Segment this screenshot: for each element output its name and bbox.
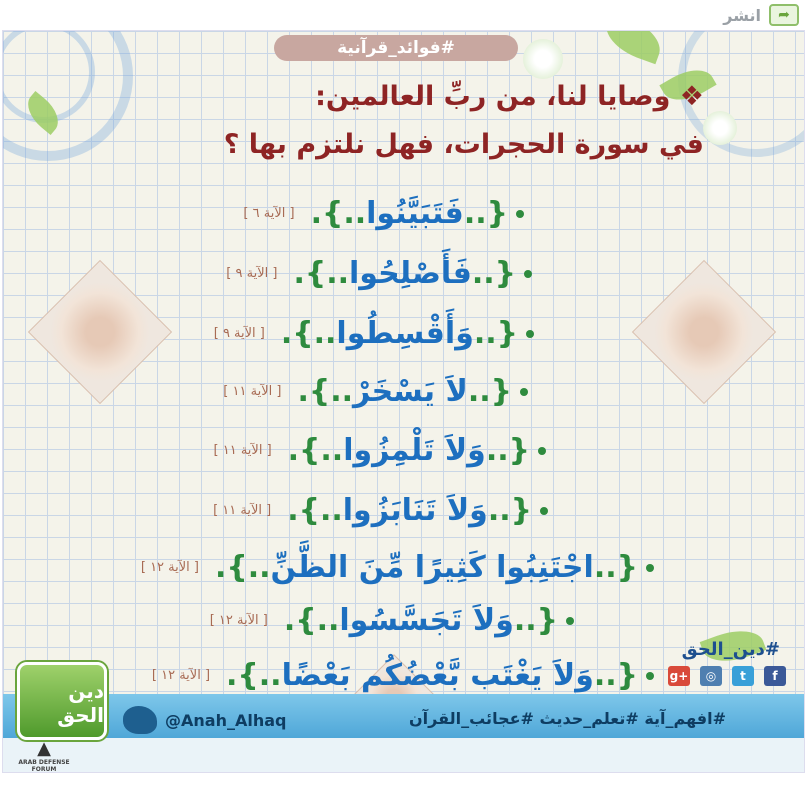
verse-reference: [ الآية ٩ ]	[226, 266, 278, 281]
verse-row	[243, 196, 524, 231]
verse-reference: [ الآية ١٢ ]	[140, 560, 199, 575]
verse-reference: [ الآية ٦ ]	[243, 206, 295, 221]
close-brace: ..}.	[287, 433, 344, 468]
helmet-icon: ▲	[37, 738, 51, 759]
open-brace: {..	[593, 658, 638, 693]
verse-row	[141, 550, 654, 585]
bullet-icon	[526, 330, 534, 338]
twitter-handle	[123, 706, 286, 734]
open-brace: {..	[463, 196, 508, 231]
open-brace: {..	[467, 374, 512, 409]
footer-base	[3, 738, 805, 772]
verse-reference: [ الآية ١٢ ]	[151, 668, 211, 683]
logo: دين الحق	[17, 662, 107, 740]
instagram-icon[interactable]: ◎	[700, 666, 722, 686]
twitter-bird-icon	[123, 706, 157, 734]
verse-reference: [ الآية ١١ ]	[223, 384, 282, 399]
twitter-icon[interactable]: t	[732, 666, 754, 686]
verse-row	[214, 316, 534, 351]
close-brace: ..}.	[293, 256, 349, 291]
open-brace: {..	[473, 316, 518, 351]
verse-row	[223, 374, 528, 409]
title-line-1: ❖ وصايا لنا، من ربِّ العالمين:	[315, 81, 704, 112]
share-button[interactable]	[723, 4, 799, 26]
open-brace: {..	[485, 433, 530, 468]
verse-text: وَأَقْسِطُوا	[336, 316, 474, 351]
post-card	[2, 30, 805, 773]
forum-watermark: ▲ ARAB DEFENSE FORUM	[9, 738, 79, 772]
close-brace: ..}.	[310, 196, 367, 231]
close-brace: ..}.	[283, 603, 340, 638]
bullet-icon	[524, 270, 532, 278]
top-bar	[0, 0, 807, 30]
verse-text: وَلاَ تَلْمِزُوا	[343, 433, 486, 468]
open-brace: {..	[487, 493, 532, 528]
google-plus-icon[interactable]: g+	[668, 666, 690, 686]
hashtag-banner: #فوائد_قرآنية	[274, 35, 518, 61]
verse-row	[214, 433, 547, 468]
flower-decoration	[523, 39, 563, 79]
verse-row	[226, 256, 532, 291]
close-brace: ..}.	[215, 550, 271, 585]
title-line-2: في سورة الحجرات، فهل نلتزم بها ؟	[223, 129, 704, 160]
open-brace: {..	[471, 256, 516, 291]
verse-text: فَتَبَيَّنُوا	[366, 196, 464, 231]
medallion-left	[28, 260, 172, 404]
handle-text: @Anah_Alhaq	[165, 710, 287, 730]
close-brace: ..}.	[280, 316, 337, 351]
bullet-icon	[646, 564, 654, 572]
verse-text: فَأَصْلِحُوا	[348, 256, 472, 291]
bullet-icon	[540, 507, 548, 515]
verse-reference: [ الآية ٩ ]	[213, 326, 265, 341]
verse-row	[210, 603, 574, 638]
bullet-icon	[520, 388, 528, 396]
close-brace: ..}.	[287, 493, 343, 528]
close-brace: ..}.	[226, 658, 282, 693]
facebook-icon[interactable]: f	[764, 666, 786, 686]
bullet-icon	[516, 210, 524, 218]
verse-reference: [ الآية ١١ ]	[213, 443, 272, 458]
close-brace: ..}.	[297, 374, 353, 409]
bullet-icon	[566, 617, 574, 625]
medallion-right	[632, 260, 776, 404]
verse-reference: [ الآية ١٢ ]	[209, 613, 268, 628]
leaf-decoration	[599, 30, 667, 64]
share-label: انشر	[723, 5, 761, 25]
bullet-icon	[538, 447, 546, 455]
open-brace: {..	[513, 603, 558, 638]
verse-text: لاَ يَسْخَرْ	[352, 374, 468, 409]
flower-decoration	[703, 111, 737, 145]
verse-text: وَلاَ يَغْتَب بَّعْضُكُم بَعْضًا	[281, 658, 594, 693]
diamond-icon: ❖	[679, 81, 704, 112]
share-arrow-icon: ➦	[769, 4, 799, 26]
verse-row	[213, 493, 548, 528]
verse-text: وَلاَ تَنَابَزُوا	[342, 493, 488, 528]
site-hashtag: #دين_الحق	[681, 639, 780, 660]
verse-text: وَلاَ تَجَسَّسُوا	[339, 603, 514, 638]
open-brace: {..	[593, 550, 638, 585]
footer	[3, 672, 805, 772]
verse-text: اجْتَنِبُوا كَثِيرًا مِّنَ الظَّنِّ	[270, 550, 594, 585]
footer-hashtags: #افهم_آية #تعلم_حديث #عجائب_القرآن	[409, 709, 726, 728]
verse-reference: [ الآية ١١ ]	[213, 503, 272, 518]
